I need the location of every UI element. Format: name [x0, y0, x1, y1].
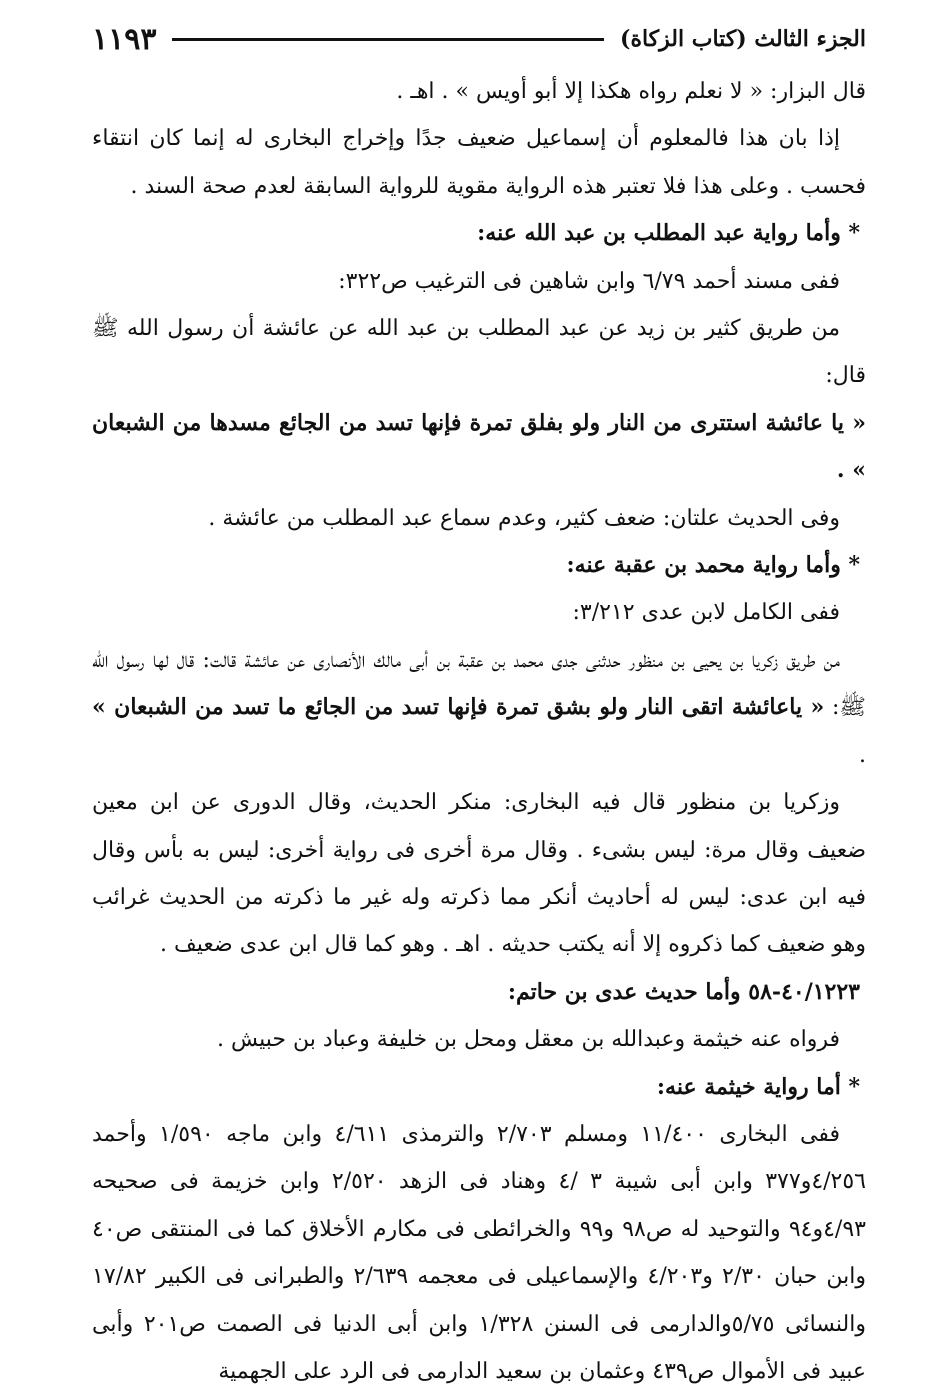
- paragraph-sources-list: ففى البخارى ١١/٤٠٠ ومسلم ٢/٧٠٣ والترمذى ٤/٦١١ وابن ماجه ١/٥٩٠ وأحمد ٤/٢٥٦و٣٧٧ وابن أبى شيبة ٣ /٤ وهناد فى الزهد ٢/٥٢٠ وابن خزيمة فى صحيحه ٤/٩٣و٩٤ والتوحيد له ص٩٨ و٩٩ والخرائطى فى مكارم الأخلاق كما فى المنتقى ص٤٠ وابن حبان ٢/٣٠ و٤/٢٠٣ والإسماعيلى فى معجمه ٢/٦٣٩ والطبرانى فى الكبير ١٧/٨٢ والنسائى ٥/٧٥والدارمى فى السنن ١/٣٢٨ وابن أبى الدنيا فى الصمت ص٢٠١ وأبى عبيد فى الأموال ص٤٣٩ وعثمان بن سعيد الدارمى فى الرد على الجهمية: [92, 1121, 867, 1384]
- paragraph-isnad-zakariya: [92, 637, 866, 779]
- isnad-tail: .: [859, 742, 866, 768]
- page-number: ١١٩٣: [92, 21, 157, 57]
- paragraph-source-kamil: ففى الكامل لابن عدى ٣/٢١٢:: [572, 600, 840, 626]
- paragraph-source-ahmad: ففى مسند أحمد ٦/٧٩ وابن شاهين فى الترغيب ص٣٢٢:: [338, 268, 840, 294]
- paragraph-zakariya-criticism: وزكريا بن منظور قال فيه البخارى: منكر الحديث، وقال الدورى عن ابن معين ضعيف وقال مرة: ليس بشىء . وقال مرة أخرى فى رواية أخرى: ليس به بأس وقال فيه ابن عدى: ليس له أحاديث أنكر مما ذكرته وله غير ما ذكرته من الحديث غرائب وهو ضعيف كما ذكروه إلا أنه يكتب حديثه . اهـ . وهو كما قال ابن عدى ضعيف .: [92, 790, 866, 958]
- page-header: [92, 16, 866, 62]
- section-heading-abd-al-muttalib: * وأما رواية عبد المطلب بن عبد الله عنه:: [477, 220, 860, 247]
- header-rule: [172, 38, 604, 41]
- paragraph-narrators: فرواه عنه خيثمة وعبدالله بن معقل ومحل بن خليفة وعباد بن حبيش .: [217, 1027, 840, 1053]
- section-heading-muhammad-ibn-uqba: * وأما رواية محمد بن عقبة عنه:: [566, 552, 860, 579]
- page-body: [92, 68, 866, 1395]
- paragraph-ismail-weak: إذا بان هذا فالمعلوم أن إسماعيل ضعيف جدًا وإخراج البخارى له إنما كان انتقاء فحسب . وعلى هذا فلا تعتبر هذه الرواية مقوية للرواية السابقة لعدم صحة السند .: [92, 126, 866, 199]
- paragraph-isnad-kathir: من طريق كثير بن زيد عن عبد المطلب بن عبد الله عن عائشة أن رسول الله ﷺ قال:: [92, 316, 866, 389]
- hadith-text-2: « ياعائشة اتقى النار ولو بشق تمرة فإنها تسد من الجائع ما تسد من الشبعان »: [92, 694, 825, 721]
- hadith-text-1: « يا عائشة استترى من النار ولو بفلق تمرة فإنها تسد من الجائع مسدها من الشبعان » .: [92, 409, 866, 484]
- section-heading-adi-ibn-hatim: ٤٠/١٢٢٣-٥٨ وأما حديث عدى بن حاتم:: [507, 978, 860, 1005]
- section-heading-khaythama: * أما رواية خيثمة عنه:: [656, 1073, 860, 1100]
- paragraph-two-defects: وفى الحديث علتان: ضعف كثير، وعدم سماع عبد المطلب من عائشة .: [208, 505, 840, 531]
- isnad-lead: من طريق زكريا بن يحيى بن منظور حدثنى جدى محمد بن عقبة بن أبى مالك الأنصارى عن عائشة قالت: قال لها رسول الله ﷺ:: [92, 647, 866, 721]
- paragraph-bazzar: قال البزار: « لا نعلم رواه هكذا إلا أبو أويس » . اهـ .: [396, 79, 866, 104]
- running-title: الجزء الثالث (كتاب الزكاة): [620, 26, 866, 52]
